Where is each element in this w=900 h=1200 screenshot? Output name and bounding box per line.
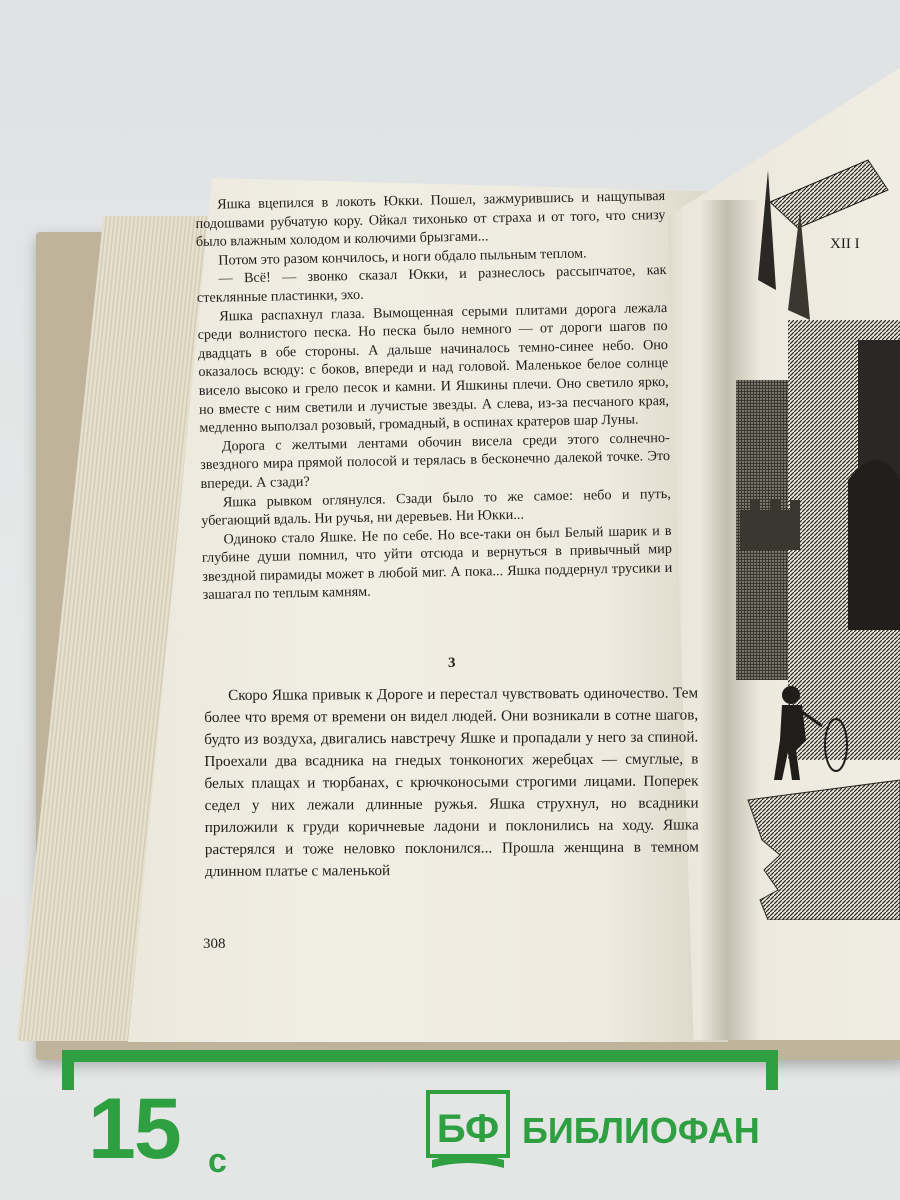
paragraph: Яшка рывком оглянулся. Сзади было то же самое: небо и путь, убегающий вдаль. Ни ручья, ни деревьев. Ни Юкки... (201, 485, 671, 530)
paragraph: Потом это разом кончилось, и ноги обдало пыльным теплом. (218, 245, 587, 269)
paragraph: Яшка распахнул глаза. Вымощенная серыми плитами дорога лежала среди волнистого песка. Но песка было немного — от дороги шагов по двадцать в обе стороны. А дальше начиналось темно-синее небо. Оно оказалось всюду: с боков, впереди и над головой. Маленькое белое солнце висело высоко и грело песок и камни. И Яшкины плечи. Оно светило ярко, но вместе с ним светили и лучистые звезды. А слева, из-за песчаного края, медленно выползал розовый, громадный, в оспинах кратеров шар Луны. (197, 299, 670, 437)
paragraph: — Всё! — звонко сказал Юкки, и разнеслось рассыпчатое, как стеклянные пластинки, эхо. (196, 262, 667, 306)
stairs (748, 780, 900, 920)
lot-suffix: с (208, 1142, 227, 1180)
flag-shape (770, 160, 888, 228)
paragraph: Скоро Яшка привык к Дороге и перестал чувствовать одиночество. Тем более что время от времени он видел людей. Они возникали в сотне шагов, будто из воздуха, двигались навстречу Яшке и пропадали у него за спиной. Проехали два всадника на гнедых тонконогих жеребцах — смуглые, в белых плащах и тюрбанах, с крючконосыми строгими лицами. Поперек седел у них лежали длинные ружья. Яшка струхнул, но всадники приложили к груди коричневые ладони и поклонились на ходу. Яшка растерялся и тоже неловко поклонился... Прошла женщина в темном длинном платье с маленькой (204, 684, 699, 880)
clock-numerals: XII I (830, 236, 860, 252)
text-block-top (195, 187, 673, 605)
paragraph: Одиноко стало Яшке. Не по себе. Но все-таки он был Белый шарик и в глубине души помнил, что уйти отсюда и вернуться в привычный мир звездной пирамиды может в любой миг. А пока... Яшка поддернул трусики и зашагал по теплым камням. (201, 522, 673, 604)
logo-letters: БФ (436, 1107, 500, 1151)
paragraph: Яшка вцепился в локоть Юкки. Пошел, зажмурившись и нащупывая подошвами рубчатую кору. Ойкал тихонько от страха и от того, что снизу было влажным холодом и колючими брызгами... (195, 187, 666, 251)
castle-illustration (718, 140, 900, 920)
paragraph: Дорога с желтыми лентами обочин висела среди этого солнечно-звездного мира прямой полосой и терялась в бесконечно далекой точке. Это впереди. А сзади? (200, 429, 671, 492)
arch (848, 460, 900, 630)
page-number: 308 (203, 936, 226, 952)
lot-number: 15 (88, 1081, 180, 1177)
text-block-bottom (204, 682, 699, 883)
section-number: 3 (448, 655, 456, 671)
spire-mid (788, 210, 810, 320)
spire-left (758, 170, 776, 290)
bibliofan-logo-icon (426, 1090, 510, 1174)
logo-name: БИБЛИОФАН (522, 1110, 760, 1151)
